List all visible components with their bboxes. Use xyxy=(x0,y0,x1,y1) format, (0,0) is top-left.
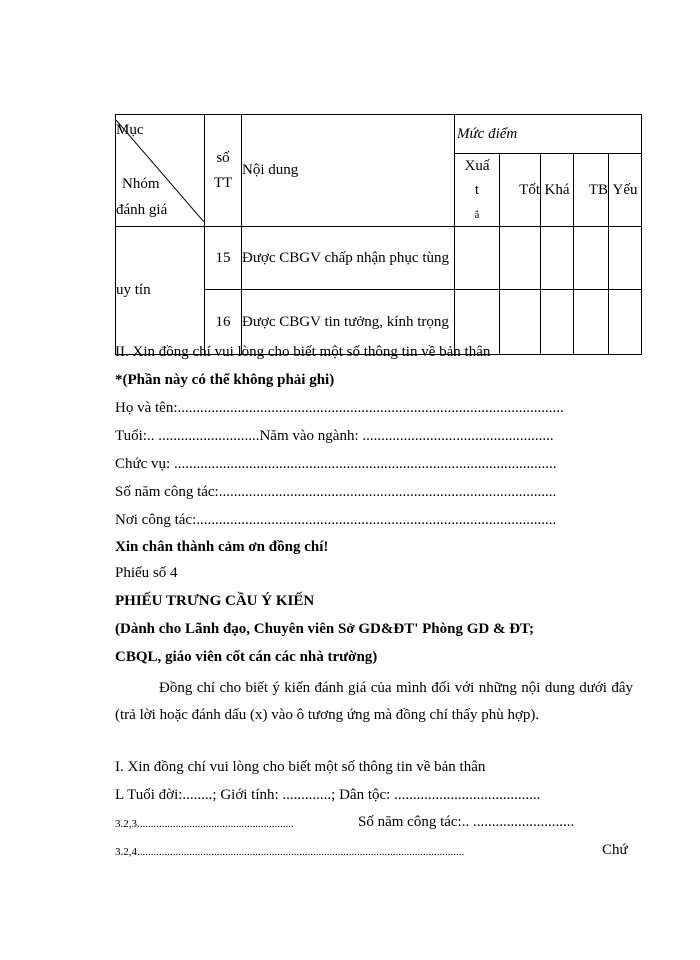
line-32-3-label: 3.2,3......................................................... xyxy=(115,818,294,830)
section2-heading: II. Xin đồng chí vui lòng cho biết một số thông tin về bản thân xyxy=(115,344,491,360)
row-number: 16 xyxy=(205,290,242,355)
line-32-4-end: Chứ xyxy=(602,842,628,858)
group-cell: uy tín xyxy=(116,227,205,355)
level-yeu: Yếu xyxy=(609,154,642,227)
section2-note: *(Phần này có thể không phải ghi) xyxy=(115,372,335,388)
field-years[interactable]: Số năm công tác:.......................................................................................... xyxy=(115,484,557,500)
score-cell[interactable] xyxy=(574,290,609,355)
line-age[interactable]: L Tuổi đời:........; Giới tính: .............; Dân tộc: ....................................... xyxy=(115,787,541,803)
field-workplace[interactable]: Nơi công tác:................................................................................................ xyxy=(115,512,557,528)
score-cell[interactable] xyxy=(574,227,609,290)
field-position[interactable]: Chức vụ: ...................................................................................................... xyxy=(115,456,557,472)
score-cell[interactable] xyxy=(609,227,642,290)
form-subtitle-1: (Dành cho Lãnh đạo, Chuyên viên Sở GD&ĐT' Phòng GD & ĐT; xyxy=(115,621,534,637)
score-cell[interactable] xyxy=(541,290,574,355)
header-muc-diem: Mức điểm xyxy=(455,115,642,154)
header-so: số xyxy=(216,149,230,166)
thanks-text: Xin chân thành cảm ơn đồng chí! xyxy=(115,539,329,555)
field-name[interactable]: Họ và tên:....................................................................................................... xyxy=(115,400,564,416)
row-number: 15 xyxy=(205,227,242,290)
level-xuat-sac: Xuấ t ắ xyxy=(455,154,500,227)
intro-paragraph: Đồng chí cho biết ý kiến đánh giá của mình đối với những nội dung dưới đây (trả lời hoặc đánh dấu (x) vào ô tương ứng mà đồng chí thấy phù hợp). xyxy=(115,680,633,723)
header-danh-gia: đánh giá xyxy=(116,201,168,218)
header-noi-dung: Nội dung xyxy=(242,115,455,227)
field-age[interactable]: Tuổi:.. ...........................Năm vào ngành: ................................................... xyxy=(115,428,554,444)
row-content: Được CBGV chấp nhận phục tùng xyxy=(242,227,455,290)
row-content: Được CBGV tin tưởng, kính trọng xyxy=(242,290,455,355)
form-subtitle-2: CBQL, giáo viên cốt cán các nhà trường) xyxy=(115,649,378,665)
section1-heading: I. Xin đồng chí vui lòng cho biết một số thông tin về bản thân xyxy=(115,759,486,775)
form-number: Phiếu số 4 xyxy=(115,565,178,581)
level-tot: Tốt xyxy=(500,154,541,227)
score-cell[interactable] xyxy=(541,227,574,290)
score-cell[interactable] xyxy=(500,227,541,290)
header-so-tt xyxy=(205,115,242,227)
score-cell[interactable] xyxy=(500,290,541,355)
level-tb: TB xyxy=(574,154,609,227)
diagonal-header-cell xyxy=(116,115,205,227)
line-32-4-label: 3.2,4....................................................................................................................... xyxy=(115,846,465,858)
header-nhom: Nhóm xyxy=(122,175,160,192)
score-cell[interactable] xyxy=(455,227,500,290)
evaluation-table xyxy=(115,114,642,355)
level-kha: Khá xyxy=(541,154,574,227)
score-cell[interactable] xyxy=(609,290,642,355)
header-tt: TT xyxy=(213,174,233,191)
header-muc: Mục xyxy=(116,121,144,138)
form-title: PHIẾU TRƯNG CẦU Ý KIẾN xyxy=(115,593,315,609)
line-32-3-value[interactable]: Số năm công tác:.. ........................... xyxy=(358,814,575,830)
